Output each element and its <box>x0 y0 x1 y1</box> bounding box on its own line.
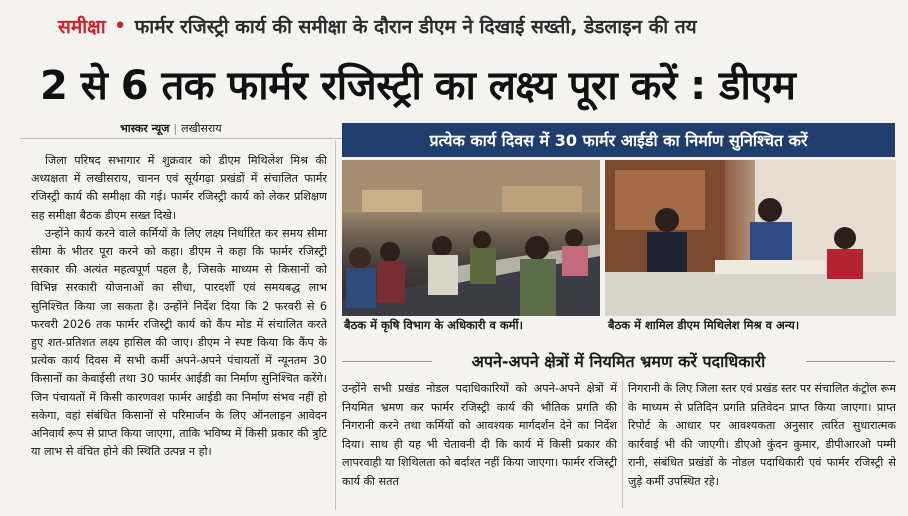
photo-header-banner: प्रत्येक कार्य दिवस में 30 फार्मर आईडी का निर्माण सुनिश्चित करें <box>342 123 895 157</box>
photo-caption-2: बैठक में शामिल डीएम मिथिलेश मिश्र व अन्य। <box>608 318 800 332</box>
column-3-text <box>628 380 896 510</box>
meeting-hall-illustration <box>342 160 600 316</box>
column-2-text <box>342 380 617 510</box>
bullet-dot: • <box>113 13 127 39</box>
byline-separator: | <box>173 122 178 135</box>
paragraph-2: उन्होंने कार्य करने वाले कर्मियों के लिए लक्ष्य निर्धारित कर समय सीमा सीमा के भीतर पूरा करने को कहा। डीएम ने कहा कि फार्मर रजिस्ट्री सरकार की अत्यंत महत्वपूर्ण पहल है, जिसके माध्यम से किसानों को विभिन्न सरकारी योजनाओं का सीधा, पारदर्शी एवं समयबद्ध लाभ सुनिश्चित किया जा सकता है। उन्होंने निर्देश दिया कि 2 फरवरी से 6 फरवरी 2026 तक फार्मर रजिस्ट्री कार्य को कैंप मोड में संचालित करते हुए शत-प्रतिशत लक्ष्य हासिल की जाए। डीएम ने स्पष्ट किया कि कैंप के प्रत्येक कार्य दिवस में सभी कर्मी अपने-अपने पंचायतों में न्यूनतम 30 किसानों का केवाईसी तथा 30 फार्मर आईडी का निर्माण सुनिश्चित करेंगे। जिन पंचायतों में किसी कारणवश फार्मर आईडी का निर्माण संभव नहीं हो सकेगा, वहां संबंधित किसानों से परिमार्जन के लिए ऑनलाइन आवेदन अनिवार्य रूप से प्राप्त किया जाएगा, ताकि भविष्य में किसी प्रकार की त्रुटि या लाभ से वंचित होने की स्थिति उत्पन्न न हो। <box>31 226 327 459</box>
byline <box>120 121 222 136</box>
column-divider-2 <box>622 380 623 508</box>
col2-paragraph: उन्होंने सभी प्रखंड नोडल पदाधिकारियों को अपने-अपने क्षेत्रों में नियमित भ्रमण कर फार्मर रजिस्ट्री कार्य की भौतिक प्रगति की निगरानी करने तथा कर्मियों को आवश्यक मार्गदर्शन देने का निर्देश दिया। साथ ही यह भी चेतावनी दी कि कार्य में किसी प्रकार की लापरवाही या शिथिलता को बर्दाश्त नहीं किया जाएगा। फार्मर रजिस्ट्री कार्य की सतत <box>342 382 617 488</box>
dias-illustration <box>605 160 896 316</box>
strap-line <box>58 8 697 44</box>
paragraph-1: जिला परिषद सभागार में शुक्रवार को डीएम मिथिलेश मिश्र की अध्यक्षता में लखीसराय, चानन एवं सूर्यगढ़ा प्रखंडों में संचालित फार्मर रजिस्ट्री कार्य की समीक्षा की गई। फार्मर रजिस्ट्री कार्य को लेकर प्रशिक्षण सह समीक्षा बैठक डीएम सख्त दिखे। <box>31 154 327 222</box>
strap-text: फार्मर रजिस्ट्री कार्य की समीक्षा के दौरान डीएम ने दिखाई सख्ती, डेडलाइन की तय <box>134 16 697 38</box>
meeting-photo-dm <box>605 160 896 316</box>
col3-paragraph: निगरानी के लिए जिला स्तर एवं प्रखंड स्तर पर संचालित कंट्रोल रूम के माध्यम से प्रतिदिन प्रगति प्रतिवेदन प्राप्त किया जाएगा। प्राप्त रिपोर्ट के आधार पर आवश्यकता अनुसार त्वरित सुधारात्मक कार्रवाई भी की जाएगी। डीएओ कुंदन कुमार, डीपीआरओ पम्मी रानी, संबंधित प्रखंडों के नोडल पदाधिकारी एवं फार्मर रजिस्ट्री से जुड़े कर्मी उपस्थित रहे। <box>628 382 896 488</box>
subheading: अपने-अपने क्षेत्रों में नियमित भ्रमण करें पदाधिकारी <box>471 352 766 371</box>
meeting-photo-officials <box>342 160 600 316</box>
column-divider <box>335 140 336 510</box>
headline: 2 से 6 तक फार्मर रजिस्ट्री का लक्ष्य पूरा करें : डीएम <box>40 63 796 109</box>
left-column-text <box>31 152 327 508</box>
byline-agency: भास्कर न्यूज <box>120 122 170 135</box>
byline-place: लखीसराय <box>181 122 222 135</box>
section-label: समीक्षा <box>58 16 106 38</box>
photo-caption-1: बैठक में कृषि विभाग के अधिकारी व कर्मी। <box>344 318 523 332</box>
